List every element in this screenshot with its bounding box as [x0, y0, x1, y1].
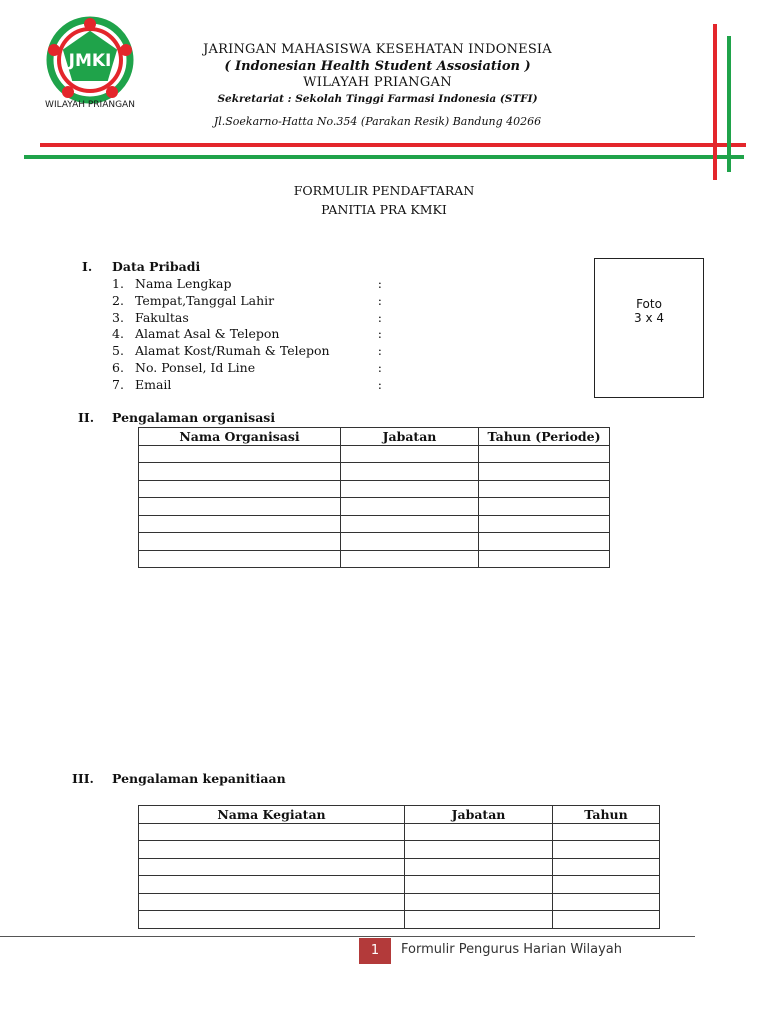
field-number: 6. [112, 360, 124, 375]
field-no-ponsel[interactable] [112, 360, 382, 377]
table-cell[interactable] [139, 463, 341, 481]
field-colon: : [377, 310, 382, 325]
table-cell[interactable] [553, 893, 660, 911]
logo-text: JMKI [68, 51, 112, 71]
table-cell[interactable] [479, 515, 610, 533]
table-cell[interactable] [139, 533, 341, 551]
field-number: 5. [112, 343, 124, 358]
table-cell[interactable] [405, 911, 553, 929]
column-header: Nama Organisasi [139, 428, 341, 446]
table-cell[interactable] [139, 893, 405, 911]
field-number: 7. [112, 377, 124, 392]
table-cell[interactable] [139, 445, 341, 463]
field-label: Tempat,Tanggal Lahir [135, 293, 275, 308]
page-number: 1 [359, 938, 391, 964]
letterhead-red-vertical-rule [713, 24, 717, 180]
org-english-name: ( Indonesian Health Student Assosiation ) [224, 59, 531, 74]
table-row [139, 445, 610, 463]
table-cell[interactable] [405, 823, 553, 841]
field-colon: : [377, 326, 382, 341]
org-secretariat: Sekretariat : Sekolah Tinggi Farmasi Indonesia (STFI) [217, 93, 538, 105]
field-number: 3. [112, 310, 124, 325]
table-cell[interactable] [479, 533, 610, 551]
table-row [139, 498, 610, 516]
logo-caption: WILAYAH PRIANGAN [45, 100, 135, 110]
field-colon: : [377, 276, 382, 291]
photo-label: Foto [636, 297, 662, 311]
table-row [139, 515, 610, 533]
table-cell[interactable] [553, 876, 660, 894]
section3-title: Pengalaman kepanitiaan [112, 771, 286, 786]
footer-rule [0, 936, 695, 937]
table-row [139, 858, 660, 876]
form-title: FORMULIR PENDAFTARAN [293, 183, 475, 198]
table-cell[interactable] [139, 823, 405, 841]
table-cell[interactable] [139, 515, 341, 533]
field-label: Fakultas [135, 310, 189, 325]
table-row [139, 876, 660, 894]
org-name: JARINGAN MAHASISWA KESEHATAN INDONESIA [203, 42, 552, 57]
table-cell[interactable] [139, 480, 341, 498]
column-header: Jabatan [341, 428, 479, 446]
table-cell[interactable] [139, 911, 405, 929]
field-number: 1. [112, 276, 124, 291]
table-row [139, 823, 660, 841]
section1-title: Data Pribadi [112, 259, 201, 274]
table-row [139, 550, 610, 568]
field-fakultas[interactable] [112, 310, 382, 327]
field-label: Alamat Asal & Telepon [135, 326, 280, 341]
table-cell[interactable] [341, 550, 479, 568]
jmki-logo [40, 14, 140, 114]
field-label: Email [135, 377, 172, 392]
org-region: WILAYAH PRIANGAN [303, 75, 452, 90]
field-alamat-kost[interactable] [112, 343, 382, 360]
section3-number: III. [72, 771, 94, 786]
letterhead-green-rule [24, 155, 744, 159]
table-cell[interactable] [405, 858, 553, 876]
org-address: Jl.Soekarno-Hatta No.354 (Parakan Resik) Bandung 40266 [213, 115, 542, 128]
field-colon: : [377, 360, 382, 375]
field-nama-lengkap[interactable] [112, 276, 382, 293]
field-colon: : [377, 293, 382, 308]
table-row [139, 480, 610, 498]
field-label: Alamat Kost/Rumah & Telepon [135, 343, 330, 358]
table-cell[interactable] [341, 463, 479, 481]
section2-title: Pengalaman organisasi [112, 410, 276, 425]
field-colon: : [377, 343, 382, 358]
table-cell[interactable] [479, 498, 610, 516]
form-subtitle: PANITIA PRA KMKI [321, 202, 447, 217]
letterhead-green-vertical-rule [727, 36, 731, 172]
table-cell[interactable] [405, 893, 553, 911]
table-row [139, 893, 660, 911]
table-cell[interactable] [553, 911, 660, 929]
table-cell[interactable] [553, 858, 660, 876]
table-cell[interactable] [341, 480, 479, 498]
section2-number: II. [78, 410, 95, 425]
table-cell[interactable] [479, 550, 610, 568]
table-cell[interactable] [341, 445, 479, 463]
table-cell[interactable] [479, 445, 610, 463]
table-cell[interactable] [479, 480, 610, 498]
field-alamat-asal[interactable] [112, 326, 382, 343]
table-cell[interactable] [553, 841, 660, 859]
table-cell[interactable] [405, 876, 553, 894]
table-row [139, 841, 660, 859]
table-cell[interactable] [341, 498, 479, 516]
field-tempat-tanggal-lahir[interactable] [112, 293, 382, 310]
column-header: Tahun [553, 806, 660, 824]
table-cell[interactable] [139, 550, 341, 568]
table-cell[interactable] [341, 533, 479, 551]
table-cell[interactable] [479, 463, 610, 481]
organisasi-table [138, 427, 610, 568]
table-row [139, 533, 610, 551]
table-cell[interactable] [405, 841, 553, 859]
field-number: 4. [112, 326, 124, 341]
table-cell[interactable] [139, 498, 341, 516]
table-cell[interactable] [139, 841, 405, 859]
column-header: Jabatan [405, 806, 553, 824]
table-cell[interactable] [139, 876, 405, 894]
table-cell[interactable] [139, 858, 405, 876]
footer-text: Formulir Pengurus Harian Wilayah [401, 942, 622, 957]
field-email[interactable] [112, 377, 382, 394]
letterhead-red-rule [40, 143, 746, 147]
table-cell[interactable] [341, 515, 479, 533]
field-label: No. Ponsel, Id Line [135, 360, 256, 375]
table-row [139, 911, 660, 929]
photo-box[interactable] [594, 258, 704, 398]
column-header: Nama Kegiatan [139, 806, 405, 824]
field-number: 2. [112, 293, 124, 308]
kepanitiaan-table [138, 805, 660, 929]
field-colon: : [377, 377, 382, 392]
table-row [139, 463, 610, 481]
column-header: Tahun (Periode) [479, 428, 610, 446]
field-label: Nama Lengkap [135, 276, 232, 291]
photo-size: 3 x 4 [634, 311, 664, 325]
table-cell[interactable] [553, 823, 660, 841]
section1-number: I. [82, 259, 93, 274]
